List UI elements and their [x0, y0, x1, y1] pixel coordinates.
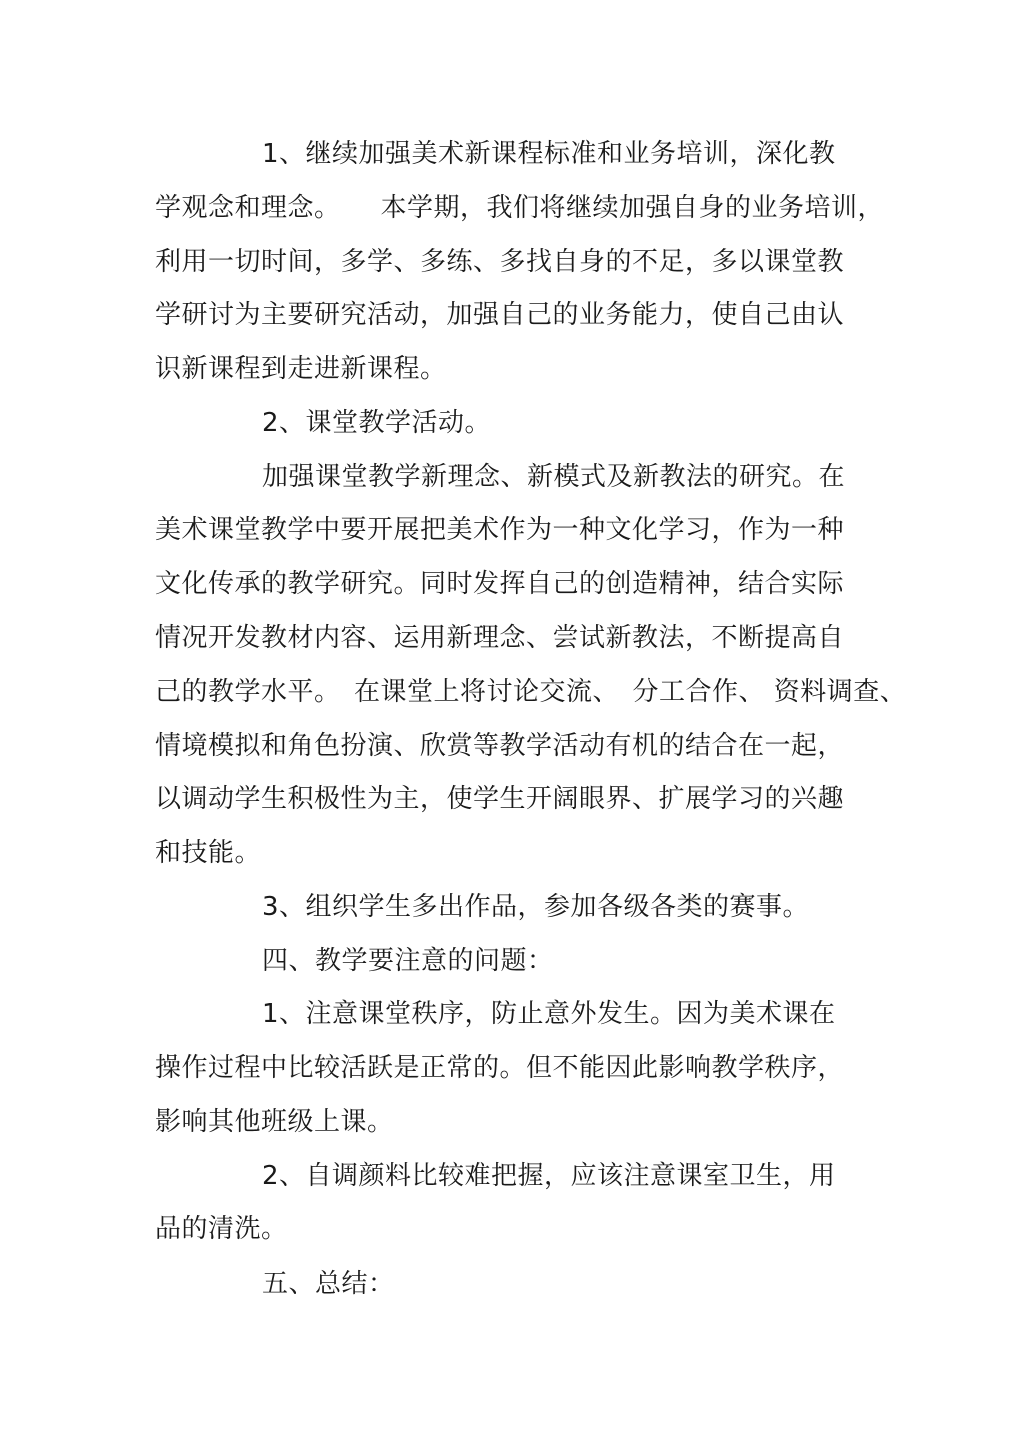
- section-heading: 四、教学要注意的问题：: [262, 946, 554, 976]
- text-line: 1、注意课堂秩序，防止意外发生。因为美术课在: [262, 999, 836, 1029]
- text-line: 利用一切时间，多学、多练、多找自身的不足，多以课堂教: [155, 247, 845, 277]
- text-line: 操作过程中比较活跃是正常的。但不能因此影响教学秩序，: [155, 1053, 845, 1083]
- text-line: 和技能。: [155, 838, 262, 868]
- section-heading: 五、总结：: [262, 1269, 395, 1299]
- text-line: 情境模拟和角色扮演、欣赏等教学活动有机的结合在一起，: [155, 731, 845, 761]
- text-line: 美术课堂教学中要开展把美术作为一种文化学习，作为一种: [155, 515, 845, 545]
- text-line: 2、自调颜料比较难把握，应该注意课室卫生，用: [262, 1161, 836, 1191]
- text-line: 3、组织学生多出作品，参加各级各类的赛事。: [262, 892, 810, 922]
- text-line: 学观念和理念。 本学期，我们将继续加强自身的业务培训，: [155, 193, 885, 223]
- text-line: 品的清洗。: [155, 1214, 288, 1244]
- text-line: 1、继续加强美术新课程标准和业务培训，深化教: [262, 139, 836, 169]
- text-line: 以调动学生积极性为主，使学生开阔眼界、扩展学习的兴趣: [155, 784, 845, 814]
- text-line: 加强课堂教学新理念、新模式及新教法的研究。在: [262, 462, 846, 492]
- text-line: 情况开发教材内容、运用新理念、尝试新教法，不断提高自: [155, 623, 845, 653]
- section-heading: 2、课堂教学活动。: [262, 408, 492, 438]
- text-line: 文化传承的教学研究。同时发挥自己的创造精神，结合实际: [155, 569, 845, 599]
- text-line: 学研讨为主要研究活动，加强自己的业务能力，使自己由认: [155, 300, 845, 330]
- text-line: 己的教学水平。 在课堂上将讨论交流、 分工合作、 资料调查、: [155, 677, 907, 707]
- text-line: 识新课程到走进新课程。: [155, 354, 447, 384]
- text-line: 影响其他班级上课。: [155, 1107, 394, 1137]
